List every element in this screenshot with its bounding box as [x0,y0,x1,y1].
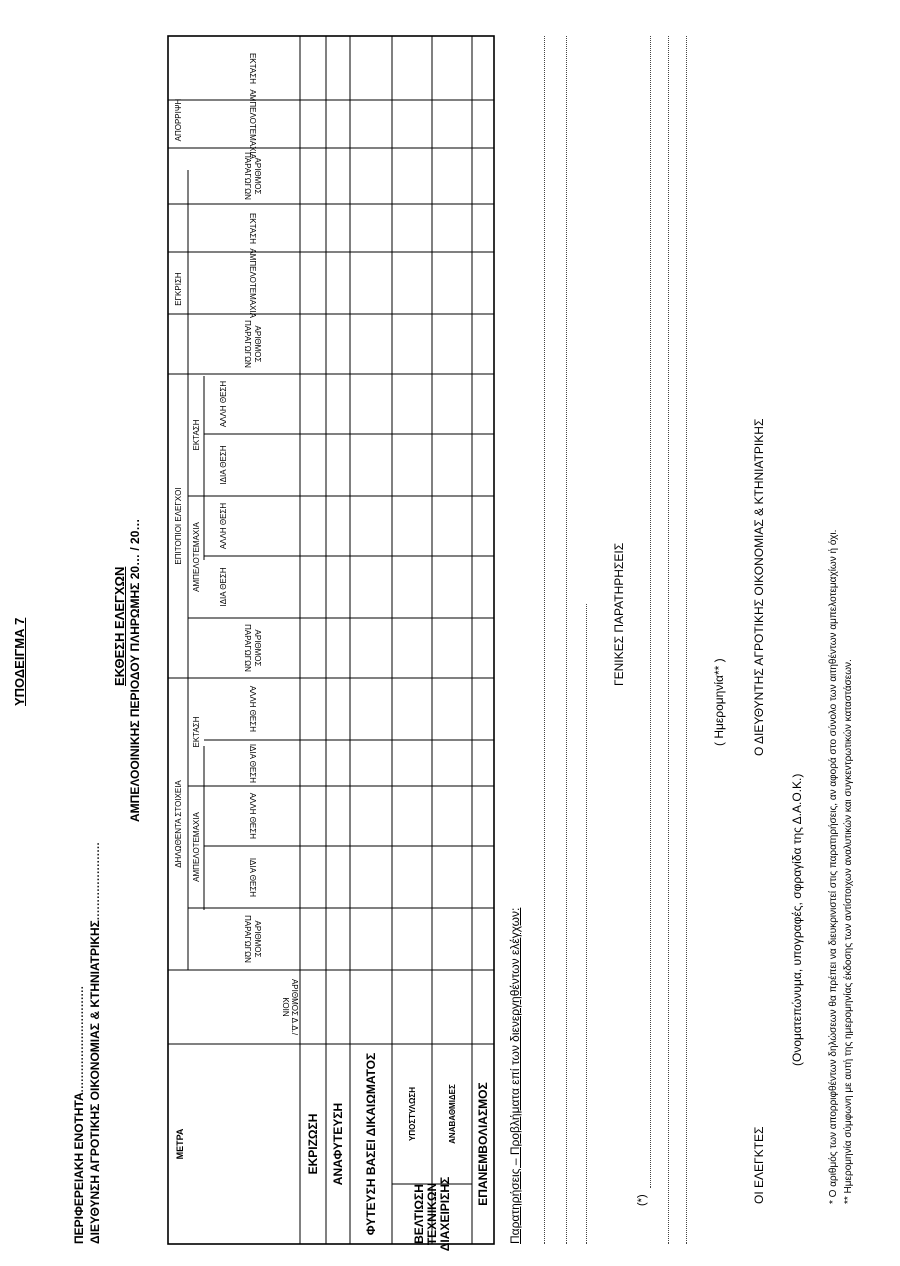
dotted-line-1 [544,36,545,1244]
approval-area-header: ΕΚΤΑΣΗ [247,212,257,244]
general-remarks-title: ΓΕΝΙΚΕΣ ΠΑΡΑΤΗΡΗΣΕΙΣ [612,542,626,686]
report-title: ΕΚΘΕΣΗ ΕΛΕΓΧΩΝ [112,566,127,686]
footnote-1: * Ο αριθμός των απορριφθέντων δηλώσεων θα πρέπει να διευκρινιστεί στις παρατηρήσεις, αν αφορά στο σύνολο των αιτηθέντων αμπελοτεμαχίων ή όχι. [828,529,839,1204]
onsite-area-subheader: ΕΚΤΑΣΗ [191,419,201,451]
onsite-producers-header: ΑΡΙΘΜΟΣ ΠΑΡΑΓΩΓΩΝ [243,624,262,672]
director-label: Ο ΔΙΕΥΘΥΝΤΗΣ ΑΓΡΟΤΙΚΗΣ ΟΙΚΟΝΟΜΙΑΣ & ΚΤΗΝΙΑΤΡΙΚΗΣ [752,418,766,756]
dd-column-header: ΑΡΙΘΜΟΣ Δ.Δ./ΚΟΙΝ [281,978,299,1036]
dotted-line-2 [566,36,567,1244]
approval-parcels-header: ΑΜΠΕΛΟΤΕΜΑΧΙΑ [247,248,257,318]
rejection-group-header: ΑΠΟΡΡΙΨΗ [173,98,183,142]
declared-parcels-same-header: ΙΔΙΑ ΘΕΣΗ [248,857,257,897]
rejection-producers-header: ΑΡΙΘΜΟΣ ΠΑΡΑΓΩΓΩΝ [243,152,262,200]
region-dots: .............................. [74,985,86,1093]
row-planting-rights: ΦΥΤΕΥΣΗ ΒΑΣΕΙ ΔΙΚΑΙΩΜΑΤΟΣ [363,1052,378,1236]
dotted-line-5 [668,36,669,1244]
declared-parcels-other-header: ΑΛΛΗ ΘΕΣΗ [248,792,257,840]
row-trellising: ΥΠΟΣΤΥΛΩΣΗ [407,1087,417,1141]
dotted-line-6 [686,36,687,1244]
date-field: ( Ημερομηνία** ) [712,658,726,746]
model-title: ΥΠΟΔΕΙΓΜΑ 7 [12,617,27,706]
row-regrafting: ΕΠΑΝΕΜΒΟΛΙΑΣΜΟΣ [475,1082,490,1206]
observations-label: Παρατηρήσεις – Προβλήματα επί των διενεργηθέντων ελέγχων: [508,907,522,1244]
onsite-area-same-header: ΙΔΙΑ ΘΕΣΗ [219,445,228,485]
declared-group-header: ΔΗΛΩΘΕΝΤΑ ΣΤΟΙΧΕΙΑ [173,780,183,868]
period-line: ΑΜΠΕΛΟΟΙΝΙΚΗΣ ΠΕΡΙΟΔΟΥ ΠΛΗΡΩΜΗΣ 20… / 20… [128,518,142,822]
approval-group-header: ΕΓΚΡΙΣΗ [173,272,183,306]
star-prefix: (*) [636,1194,648,1206]
onsite-group-header: ΕΠΙΤΟΠΙΟΙ ΕΛΕΓΧΟΙ [173,487,183,565]
declared-area-same-header: ΙΔΙΑ ΘΕΣΗ [248,743,257,783]
dotted-line-4 [650,36,651,1188]
declared-producers-header: ΑΡΙΘΜΟΣ ΠΑΡΑΓΩΓΩΝ [243,915,262,963]
inspectors-label: ΟΙ ΕΛΕΓΚΤΕΣ [752,1126,766,1204]
signature-note: (Ονοματεπώνυμα, υπογραφές, σφραγίδα της Δ.Α.Ο.Κ.) [790,773,804,1066]
declared-parcels-subheader: ΑΜΠΕΛΟΤΕΜΑΧΙΑ [191,812,201,882]
approval-producers-header: ΑΡΙΘΜΟΣ ΠΑΡΑΓΩΓΩΝ [243,320,262,368]
declared-area-other-header: ΑΛΛΗ ΘΕΣΗ [248,685,257,733]
row-terracing: ΑΝΑΒΑΘΜΙΔΕΣ [447,1084,457,1144]
rejection-area-header: ΕΚΤΑΣΗ [247,52,257,84]
measures-column-header: ΜΕΤΡΑ [175,1128,185,1160]
row-improvement: ΒΕΛΤΙΩΣΗ ΤΕΧΝΙΚΩΝ ΔΙΑΧΕΙΡΙΣΗΣ [411,1176,452,1252]
region-label: ΠΕΡΙΦΕΡΕΙΑΚΗ ΕΝΟΤΗΤΑ [72,1092,86,1244]
dotted-line-3 [586,604,587,1244]
onsite-parcels-subheader: ΑΜΠΕΛΟΤΕΜΑΧΙΑ [191,522,201,592]
row-uprooting: ΕΚΡΙΖΩΣΗ [305,1113,320,1175]
rejection-parcels-header: ΑΜΠΕΛΟΤΕΜΑΧΙΑ [247,89,257,159]
onsite-parcels-same-header: ΙΔΙΑ ΘΕΣΗ [219,567,228,607]
onsite-area-other-header: ΑΛΛΗ ΘΕΣΗ [219,380,228,428]
directorate-label: ΔΙΕΥΘΥΝΣΗ ΑΓΡΟΤΙΚΗΣ ΟΙΚΟΝΟΜΙΑΣ & ΚΤΗΝΙΑΤΡΙΚΗΣ [88,920,102,1244]
row-replanting: ΑΝΑΦΥΤΕΥΣΗ [330,1102,345,1186]
declared-area-subheader: ΕΚΤΑΣΗ [191,716,201,748]
footnote-2: ** Ημερομηνία σύμφωνη με αυτή της ημερομηνίας έκδοσης των αντίστοιχων αναλυτικών και συγκεντρωτικών καταστάσεων. [843,659,854,1204]
directorate-dots: ...................... [90,841,102,921]
onsite-parcels-other-header: ΑΛΛΗ ΘΕΣΗ [219,502,228,550]
